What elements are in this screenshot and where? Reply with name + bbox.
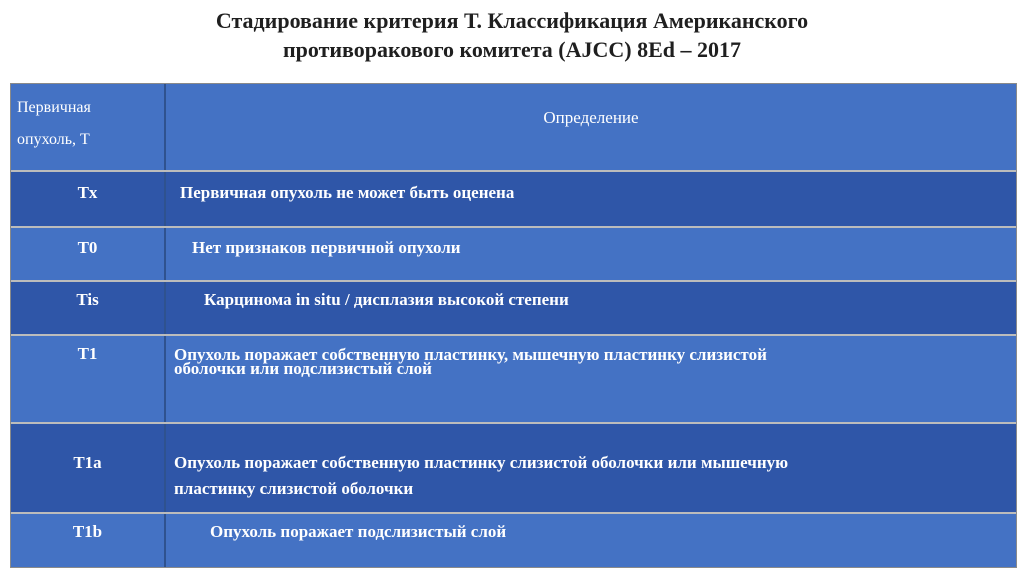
definition-text-line-1: Опухоль поражает собственную пластинку, мышечную пластинку слизистой xyxy=(174,345,767,364)
header-definition-column xyxy=(166,84,1016,170)
definition-text: Опухоль поражает подслизистый слой xyxy=(210,522,507,541)
definition-cell xyxy=(166,228,1016,280)
t-cell xyxy=(11,228,166,280)
t-cell xyxy=(11,336,166,422)
staging-table xyxy=(10,83,1017,568)
t-label: T1b xyxy=(72,522,103,541)
definition-cell xyxy=(166,424,1016,512)
t-label: T0 xyxy=(77,238,98,257)
table-row xyxy=(11,336,1016,424)
definition-cell xyxy=(166,282,1016,334)
definition-cell xyxy=(166,336,1016,422)
table-row xyxy=(11,228,1016,282)
definition-text-line-2: пластинку слизистой оболочки xyxy=(174,479,414,498)
definition-text: Первичная опухоль не может быть оценена xyxy=(180,183,515,202)
title-line-1: Стадирование критерия Т. Классификация Американского xyxy=(215,8,809,33)
t-label: Tis xyxy=(76,290,99,309)
header-t-column xyxy=(11,84,166,170)
definition-cell xyxy=(166,172,1016,226)
definition-text-line-1: Опухоль поражает собственную пластинку слизистой оболочки или мышечную xyxy=(174,453,789,472)
t-label: T1a xyxy=(73,453,102,472)
header-t-line-1: Первичная xyxy=(17,99,91,116)
definition-text: Карцинома in situ / дисплазия высокой степени xyxy=(204,290,569,309)
table-row xyxy=(11,514,1016,567)
t-cell xyxy=(11,172,166,226)
t-cell xyxy=(11,514,166,567)
page-title xyxy=(150,6,874,64)
header-definition-label: Определение xyxy=(543,108,639,127)
header-t-line-2: опухоль, Т xyxy=(17,131,90,148)
table-header-row xyxy=(11,84,1016,172)
title-line-2: противоракового комитета (AJCC) 8Ed – 2017 xyxy=(282,37,742,62)
table-row xyxy=(11,282,1016,336)
definition-cell xyxy=(166,514,1016,567)
t-label: T1 xyxy=(77,344,98,363)
table-row xyxy=(11,172,1016,228)
t-cell xyxy=(11,424,166,512)
table-row xyxy=(11,424,1016,514)
t-label: Tx xyxy=(77,183,98,202)
t-cell xyxy=(11,282,166,334)
definition-text-line-2: оболочки или подслизистый слой xyxy=(174,359,432,378)
definition-text: Нет признаков первичной опухоли xyxy=(192,238,461,257)
